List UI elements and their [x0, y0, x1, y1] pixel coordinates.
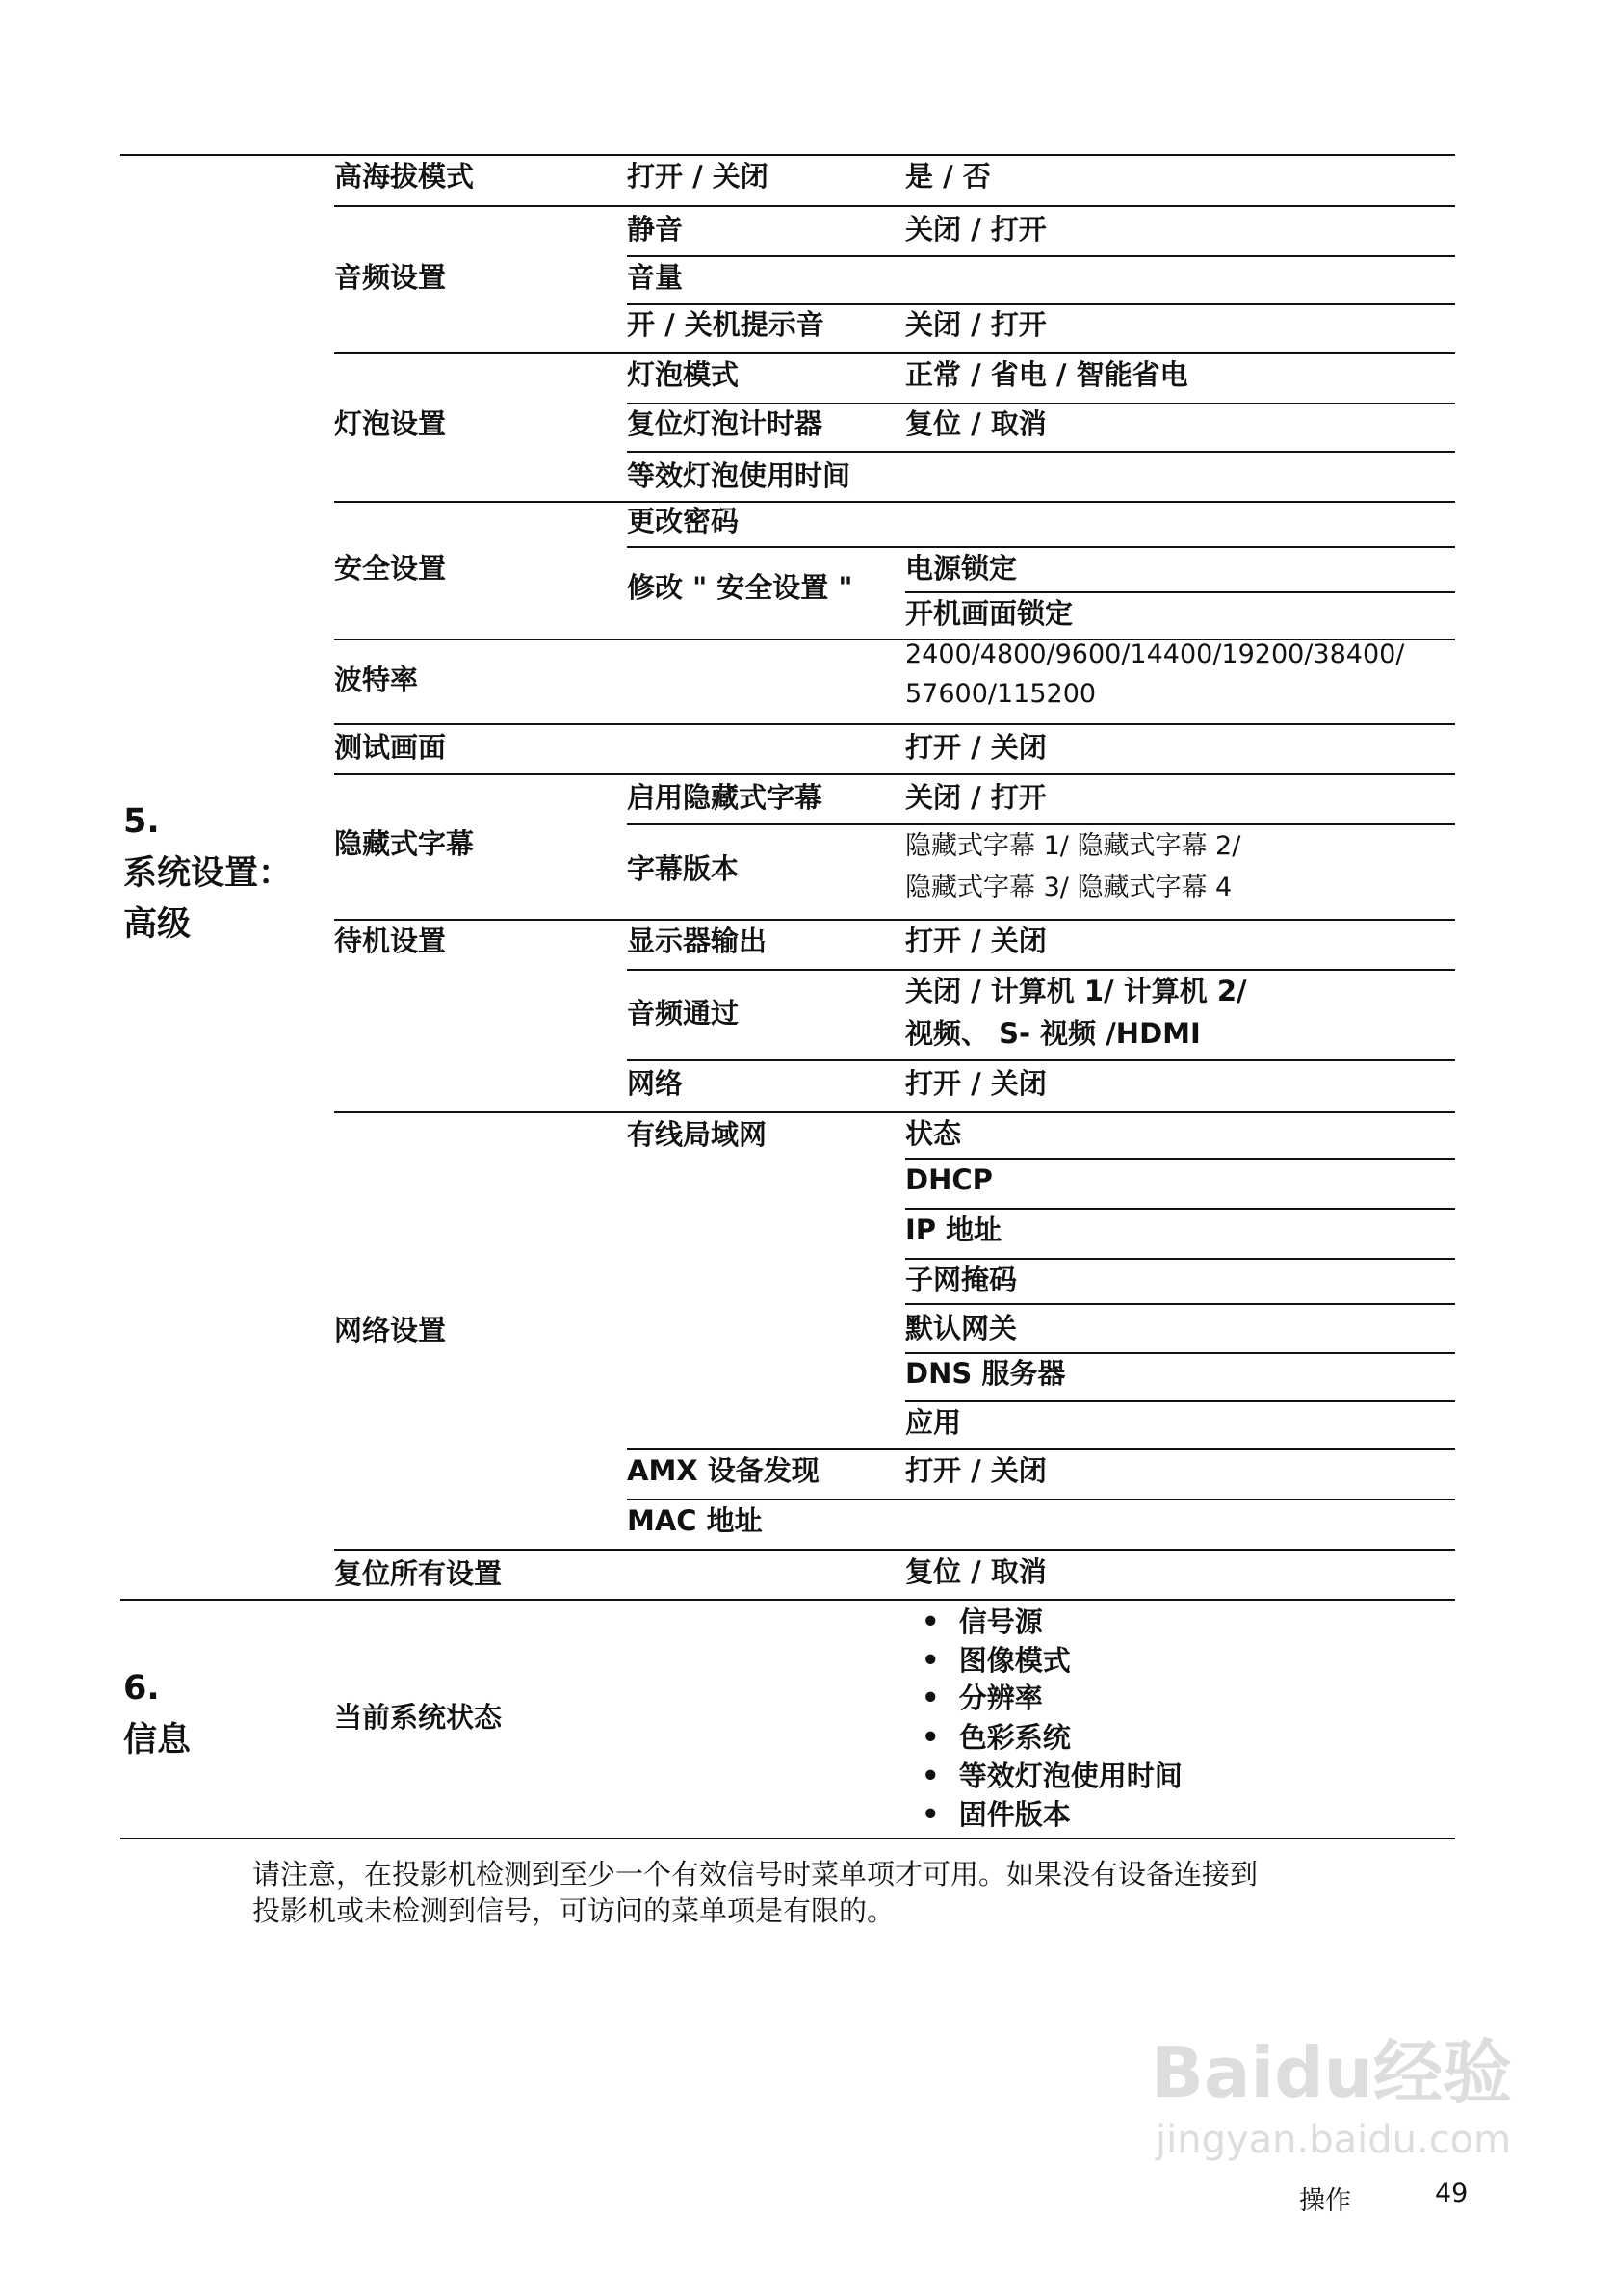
- rule: [334, 773, 1455, 775]
- info-item-text: 图像模式: [958, 1644, 1071, 1677]
- tone-label: 开 / 关机提示音: [627, 308, 824, 341]
- rule: [334, 1549, 1455, 1551]
- amx-label: AMX 设备发现: [627, 1454, 820, 1487]
- cc-version-line1: 隐藏式字幕 1/ 隐藏式字幕 2/: [905, 831, 1241, 861]
- note-line2: 投影机或未检测到信号，可访问的菜单项是有限的。: [252, 1894, 896, 1927]
- modify-security-label: 修改 " 安全设置 ": [627, 571, 853, 604]
- wired-item-dhcp: DHCP: [905, 1163, 993, 1196]
- reset-all-value: 复位 / 取消: [905, 1555, 1047, 1588]
- mute-value: 关闭 / 打开: [905, 213, 1047, 246]
- audio-pass-line2: 视频、 S- 视频 /HDMI: [905, 1017, 1201, 1050]
- audio-label: 音频设置: [334, 261, 447, 294]
- lamp-label: 灯泡设置: [334, 407, 447, 440]
- rule: [627, 403, 1455, 404]
- rule: [905, 1303, 1455, 1305]
- watermark-logo: Baidu经验: [1151, 2032, 1512, 2113]
- rule: [334, 919, 1455, 921]
- rule: [905, 1208, 1455, 1210]
- lamp-mode-value: 正常 / 省电 / 智能省电: [905, 358, 1188, 391]
- wired-item-status: 状态: [905, 1117, 962, 1150]
- wired-item-dns: DNS 服务器: [905, 1357, 1066, 1390]
- section-6-number: 6.: [123, 1669, 160, 1708]
- rule: [905, 1352, 1455, 1354]
- rule: [627, 303, 1455, 305]
- info-item-firmware: [922, 1798, 1071, 1831]
- wired-item-apply: 应用: [905, 1406, 962, 1439]
- high-altitude-value: 是 / 否: [905, 160, 991, 193]
- section-5-title: 系统设置：: [123, 854, 293, 893]
- info-item-text: 信号源: [958, 1605, 1043, 1638]
- power-lock-label: 电源锁定: [905, 552, 1018, 585]
- wired-item-gateway: 默认网关: [905, 1312, 1018, 1344]
- info-item-text: 色彩系统: [958, 1721, 1071, 1754]
- rule: [334, 723, 1455, 725]
- bullet-icon: •: [922, 1682, 959, 1714]
- tone-value: 关闭 / 打开: [905, 308, 1047, 341]
- rule: [905, 1158, 1455, 1160]
- rule: [905, 591, 1455, 593]
- info-item-lamp-hours: [922, 1760, 1183, 1792]
- wired-item-subnet: 子网掩码: [905, 1264, 1018, 1296]
- standby-network-label: 网络: [627, 1067, 684, 1100]
- rule: [120, 154, 1455, 156]
- baud-values-line1: 2400/4800/9600/14400/19200/38400/: [905, 639, 1405, 669]
- bullet-icon: •: [922, 1798, 959, 1831]
- bullet-icon: •: [922, 1721, 959, 1754]
- bullet-icon: •: [922, 1605, 959, 1638]
- watermark-url: jingyan.baidu.com: [1156, 2118, 1512, 2162]
- rule: [120, 1838, 1455, 1839]
- standby-network-value: 打开 / 关闭: [905, 1067, 1047, 1100]
- volume-label: 音量: [627, 261, 684, 294]
- rule: [627, 451, 1455, 453]
- rule: [334, 205, 1455, 207]
- rule: [627, 969, 1455, 971]
- rule: [334, 1111, 1455, 1113]
- rule: [334, 501, 1455, 503]
- rule: [627, 1499, 1455, 1500]
- audio-pass-label: 音频通过: [627, 997, 740, 1030]
- rule: [905, 1400, 1455, 1402]
- test-pattern-label: 测试画面: [334, 731, 447, 764]
- mac-label: MAC 地址: [627, 1504, 763, 1537]
- rule: [627, 1448, 1455, 1450]
- info-item-color-system: [922, 1721, 1071, 1754]
- rule: [120, 1599, 1455, 1601]
- section-5-number: 5.: [123, 802, 160, 841]
- bullet-icon: •: [922, 1644, 959, 1677]
- info-item-resolution: [922, 1682, 1043, 1714]
- amx-value: 打开 / 关闭: [905, 1454, 1047, 1487]
- network-label: 网络设置: [334, 1314, 447, 1346]
- cc-version-label: 字幕版本: [627, 852, 740, 885]
- lamp-reset-value: 复位 / 取消: [905, 407, 1047, 440]
- lamp-reset-label: 复位灯泡计时器: [627, 407, 823, 440]
- system-status-label: 当前系统状态: [334, 1701, 503, 1734]
- section-5-subtitle: 高级: [123, 905, 192, 944]
- wired-lan-label: 有线局域网: [627, 1118, 768, 1151]
- footer-section: 操作: [1299, 2186, 1351, 2216]
- info-item-text: 固件版本: [958, 1798, 1071, 1831]
- lamp-mode-label: 灯泡模式: [627, 358, 740, 391]
- cc-label: 隐藏式字幕: [334, 827, 475, 860]
- standby-label: 待机设置: [334, 925, 447, 957]
- info-item-picture-mode: [922, 1644, 1071, 1677]
- cc-version-line2: 隐藏式字幕 3/ 隐藏式字幕 4: [905, 873, 1233, 902]
- info-item-text: 等效灯泡使用时间: [958, 1760, 1183, 1792]
- audio-pass-line1: 关闭 / 计算机 1/ 计算机 2/: [905, 975, 1247, 1007]
- high-altitude-sub: 打开 / 关闭: [627, 160, 768, 193]
- wired-item-ip: IP 地址: [905, 1213, 1002, 1246]
- rule: [627, 255, 1455, 257]
- rule: [627, 1059, 1455, 1061]
- test-pattern-value: 打开 / 关闭: [905, 731, 1047, 764]
- rule: [627, 823, 1455, 825]
- cc-enable-value: 关闭 / 打开: [905, 781, 1047, 814]
- reset-all-label: 复位所有设置: [334, 1557, 503, 1590]
- note-line1: 请注意，在投影机检测到至少一个有效信号时菜单项才可用。如果没有设备连接到: [252, 1858, 1259, 1891]
- rule: [627, 546, 1455, 548]
- rule: [334, 352, 1455, 354]
- monitor-out-value: 打开 / 关闭: [905, 925, 1047, 957]
- info-item-source: [922, 1605, 1043, 1638]
- info-item-text: 分辨率: [958, 1682, 1043, 1714]
- baud-label: 波特率: [334, 664, 419, 696]
- mute-label: 静音: [627, 213, 684, 246]
- change-password-label: 更改密码: [627, 505, 740, 537]
- section-6-title: 信息: [123, 1721, 192, 1760]
- lamp-hours-label: 等效灯泡使用时间: [627, 459, 851, 492]
- cc-enable-label: 启用隐藏式字幕: [627, 781, 823, 814]
- bullet-icon: •: [922, 1760, 959, 1792]
- page-number: 49: [1435, 2179, 1469, 2208]
- security-label: 安全设置: [334, 552, 447, 585]
- baud-values-line2: 57600/115200: [905, 679, 1097, 709]
- high-altitude-label: 高海拔模式: [334, 160, 475, 193]
- rule: [905, 1258, 1455, 1260]
- monitor-out-label: 显示器输出: [627, 925, 768, 957]
- splash-lock-label: 开机画面锁定: [905, 597, 1074, 630]
